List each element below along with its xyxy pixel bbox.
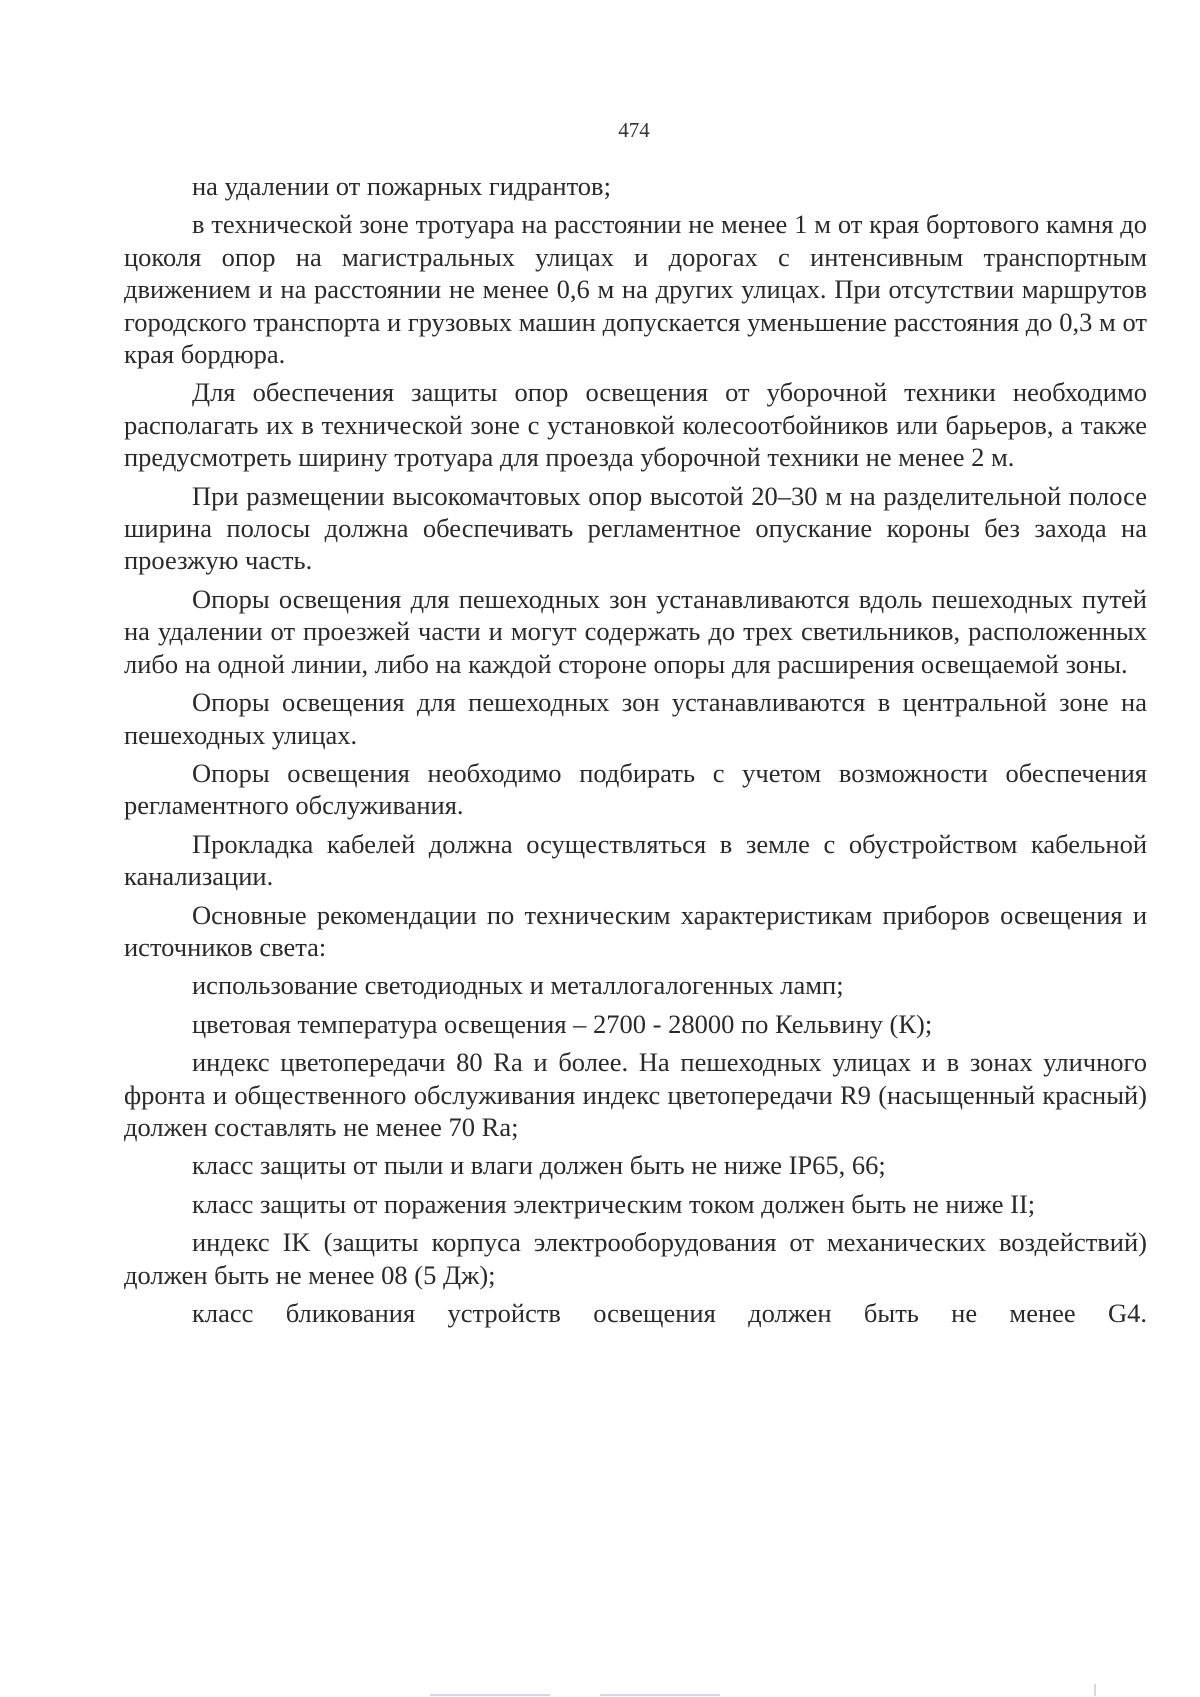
scan-edge-mark-bottom-right: [1094, 1684, 1096, 1696]
scan-edge-mark-bottom-center: [600, 1694, 720, 1696]
list-item-glare-class: класс бликования устройств освещения должен быть не менее G4.: [192, 1298, 1147, 1328]
paragraph-recommendations: Основные рекомендации по техническим характеристикам приборов освещения и источников света:: [124, 899, 1147, 962]
paragraph-hydrants: на удалении от пожарных гидрантов;: [192, 171, 611, 201]
paragraph-pedestrian-poles: Опоры освещения для пешеходных зон устанавливаются вдоль пешеходных путей на удалении от проезжей части и могут содержать до трех светильников, расположенных либо на одной линии, либо на каждой стороне опоры для расширения освещаемой зоны.: [124, 583, 1147, 679]
paragraph-sidewalk-zone: в технической зоне тротуара на расстоянии не менее 1 м от края бортового камня до цоколя опор на магистральных улицах и дорогах с интенсивным транспортным движением и на расстоянии не менее 0,6 м на других улицах. При отсутствии маршрутов городского транспорта и грузовых машин допускается уменьшение расстояния до 0,3 м от края бордюра.: [124, 209, 1147, 370]
paragraph-high-mast: При размещении высокомачтовых опор высотой 20–30 м на разделительной полосе ширина полосы должна обеспечивать регламентное опускание короны без захода на проезжую часть.: [124, 480, 1147, 576]
scan-edge-mark-bottom-left: [430, 1694, 550, 1696]
paragraph-pole-protection: Для обеспечения защиты опор освещения от уборочной техники необходимо располагать их в технической зоне с установкой колесоотбойников или барьеров, а также предусмотреть ширину тротуара для проезда уборочной техники не менее 2 м.: [124, 377, 1147, 473]
list-item-ik-index: индекс IK (защиты корпуса электрооборудования от механических воздействий) должен быть не менее 08 (5 Дж);: [124, 1227, 1147, 1290]
page-number: 474: [618, 118, 650, 142]
paragraph-maintenance: Опоры освещения необходимо подбирать с учетом возможности обеспечения регламентного обслуживания.: [124, 757, 1147, 821]
paragraph-central-zone: Опоры освещения для пешеходных зон устанавливаются в центральной зоне на пешеходных улицах.: [124, 687, 1147, 750]
document-body: [124, 170, 1147, 1335]
list-item-electric-class: класс защиты от поражения электрическим током должен быть не ниже II;: [192, 1188, 1036, 1219]
list-item-color-temperature: цветовая температура освещения – 2700 - 28000 по Кельвину (К);: [192, 1008, 933, 1039]
paragraph-cables: Прокладка кабелей должна осуществляться в земле с обустройством кабельной канализации.: [124, 828, 1147, 892]
list-item-lamps: использование светодиодных и металлогалогенных ламп;: [192, 970, 844, 1001]
list-item-color-rendering: индекс цветопередачи 80 Ra и более. На пешеходных улицах и в зонах уличного фронта и общественного обслуживания индекс цветопередачи R9 (насыщенный красный) должен составлять не менее 70 Ra;: [124, 1047, 1147, 1142]
list-item-ip-class: класс защиты от пыли и влаги должен быть не ниже IP65, 66;: [192, 1150, 886, 1181]
